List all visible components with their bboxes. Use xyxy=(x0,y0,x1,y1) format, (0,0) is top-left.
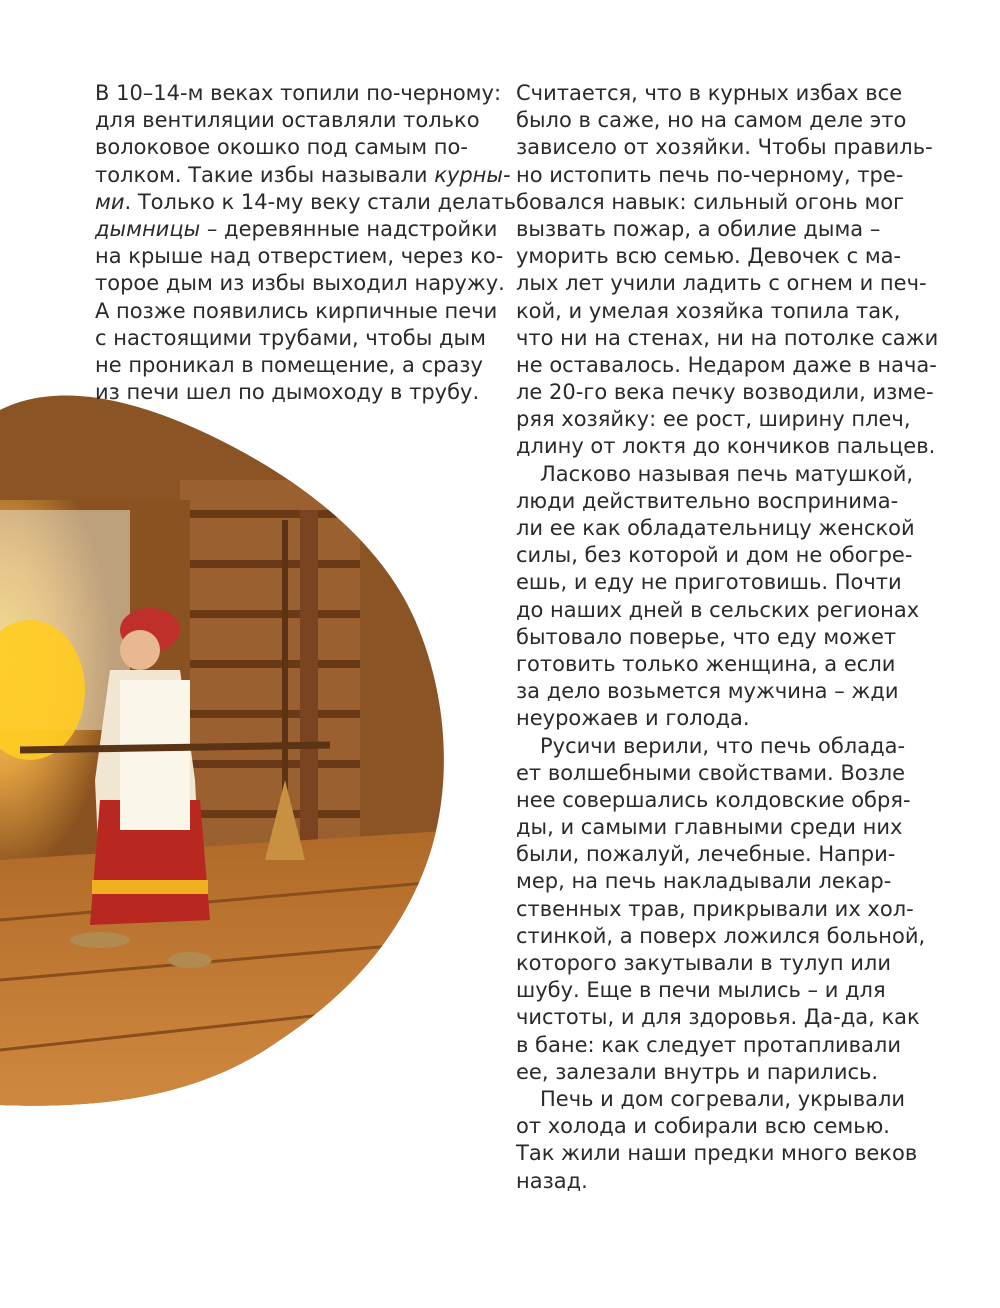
text-line: ряя хозяйку: ее рост, ширину плеч, xyxy=(516,407,911,432)
text-line: с настоящими трубами, чтобы дым xyxy=(95,325,486,350)
text-line: от холода и собирали всю семью. xyxy=(516,1114,890,1139)
text-line: лых лет учили ладить с огнем и печ- xyxy=(516,271,927,296)
text-line: неурожаев и голода. xyxy=(516,706,750,731)
text-column-left xyxy=(95,80,516,406)
text-line: ешь, и еду не приготовишь. Почти xyxy=(516,570,902,595)
text-column-right xyxy=(516,80,939,1195)
text-line: Русичи верили, что печь облада- xyxy=(540,733,906,758)
text-line: ее, залезали внутрь и парились. xyxy=(516,1059,879,1084)
text-line: кой, и умелая хозяйка топила так, xyxy=(516,298,901,323)
text-line: до наших дней в сельских регионах xyxy=(516,597,920,622)
text-line: ле 20-го века печку возводили, изме- xyxy=(516,380,934,405)
text-line: Так жили наши предки много веков xyxy=(516,1141,918,1166)
text-line: шубу. Еще в печи мылись – и для xyxy=(516,978,886,1003)
text-line: вызвать пожар, а обилие дыма – xyxy=(516,216,881,241)
text-line: ственных трав, прикрывали их хол- xyxy=(516,896,914,921)
text-line: ды, и самыми главными среди них xyxy=(516,815,903,840)
text-line: готовить только женщина, а если xyxy=(516,651,896,676)
text-line: из печи шел по дымоходу в трубу. xyxy=(95,380,480,405)
text-line: было в саже, но на самом деле это xyxy=(516,108,907,133)
text-line: торое дым из избы выходил наружу. xyxy=(95,271,505,296)
illustration-woman-at-stove xyxy=(0,360,460,1120)
text-line: А позже появились кирпичные печи xyxy=(95,298,498,323)
text-line: в бане: как следует протапливали xyxy=(516,1032,901,1057)
text-line: для вентиляции оставляли только xyxy=(95,108,480,133)
text-line: бовался навык: сильный огонь мог xyxy=(516,189,905,214)
text-line: что ни на стенах, ни на потолке сажи xyxy=(516,325,939,350)
text-line: длину от локтя до кончиков пальцев. xyxy=(516,434,936,459)
text-line: Считается, что в курных избах все xyxy=(516,81,903,105)
text-line: но истопить печь по-черному, тре- xyxy=(516,162,904,187)
text-line: на крыше над отверстием, через ко- xyxy=(95,244,504,269)
italic-term: ми xyxy=(95,189,125,214)
text-line: назад. xyxy=(516,1168,588,1193)
text-line: мер, на печь накладывали лекар- xyxy=(516,869,892,894)
text-line: за дело возьмется мужчина – жди xyxy=(516,679,899,704)
text-line: волоковое окошко под самым по- xyxy=(95,135,468,160)
log-wall xyxy=(180,480,360,870)
text-line: нее совершались колдовские обря- xyxy=(516,787,911,812)
text-line: были, пожалуй, лечебные. Напри- xyxy=(516,842,896,867)
text-line: ли ее как обладательницу женской xyxy=(516,516,915,540)
text-line: уморить всю семью. Девочек с ма- xyxy=(516,244,902,269)
text-line: которого закутывали в тулуп или xyxy=(516,951,891,975)
text-line: ми. Только к 14-му веку стали делать xyxy=(95,189,516,214)
text-line: ет волшебными свойствами. Возле xyxy=(516,760,906,785)
text-line: не проникал в помещение, а сразу xyxy=(95,352,483,377)
text-line: В 10–14-м веках топили по-черному: xyxy=(95,81,502,105)
text-line: толком. Такие избы называли курны- xyxy=(95,162,511,187)
text-line: чистоты, и для здоровья. Да-да, как xyxy=(516,1005,920,1030)
text-line: зависело от хозяйки. Чтобы правиль- xyxy=(516,135,933,160)
text-line: бытовало поверье, что еду может xyxy=(516,624,897,649)
text-line: не оставалось. Недаром даже в нача- xyxy=(516,352,937,377)
text-line: дымницы – деревянные надстройки xyxy=(95,216,498,241)
italic-term: курны- xyxy=(434,162,511,187)
text-line: силы, без которой и дом не обогре- xyxy=(516,543,913,568)
text-line: люди действительно воспринима- xyxy=(516,488,899,513)
text-line: стинкой, а поверх ложился больной, xyxy=(516,923,926,948)
italic-term: дымницы xyxy=(95,216,201,241)
text-line: Печь и дом согревали, укрывали xyxy=(540,1086,906,1111)
text-line: Ласково называя печь матушкой, xyxy=(540,461,914,486)
